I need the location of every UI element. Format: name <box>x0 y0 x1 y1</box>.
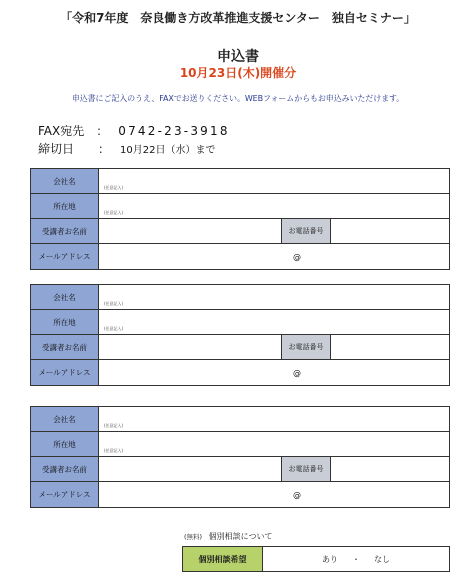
phone-label: お電話番号 <box>281 335 331 359</box>
email-row[interactable] <box>31 482 449 507</box>
attendee-row[interactable] <box>31 219 449 244</box>
company-note: (任意記入) <box>104 185 124 190</box>
event-date: 10月23日(木)開催分 <box>179 66 297 80</box>
company-label: 会社名 <box>31 169 99 193</box>
consultation-option-yes[interactable]: あり <box>322 554 338 564</box>
attendee-label: 受講者お名前 <box>31 457 99 481</box>
fax-label: FAX宛先 <box>38 124 85 138</box>
address-row[interactable] <box>31 432 449 457</box>
fax-number: 0742-23-3918 <box>118 124 230 138</box>
consultation-box <box>182 546 450 572</box>
email-label: メールアドレス <box>31 360 99 385</box>
at-sign: @ <box>293 490 301 499</box>
email-label: メールアドレス <box>31 244 99 269</box>
consultation-caption-text: 個別相談について <box>208 532 273 541</box>
phone-label: お電話番号 <box>281 457 331 481</box>
consultation-caption <box>184 531 272 542</box>
address-row[interactable] <box>31 310 449 335</box>
company-label: 会社名 <box>31 407 99 431</box>
deadline <box>38 140 215 157</box>
company-row[interactable] <box>31 285 449 310</box>
company-label: 会社名 <box>31 285 99 309</box>
attendee-label: 受講者お名前 <box>31 335 99 359</box>
seminar-title: 「令和7年度 奈良働き方改革推進支援センター 独自セミナー」 <box>60 11 416 25</box>
application-form-3 <box>30 406 450 508</box>
attendee-row[interactable] <box>31 457 449 482</box>
company-row[interactable] <box>31 407 449 432</box>
address-note: (任意記入) <box>104 326 124 331</box>
attendee-row[interactable] <box>31 335 449 360</box>
deadline-value: 10月22日（水）まで <box>120 145 216 156</box>
attendee-label: 受講者お名前 <box>31 219 99 243</box>
address-label: 所在地 <box>31 310 99 334</box>
deadline-colon: ： <box>98 142 111 156</box>
fax-colon: ： <box>96 124 109 138</box>
address-label: 所在地 <box>31 194 99 218</box>
fax-destination <box>38 122 230 139</box>
address-label: 所在地 <box>31 432 99 456</box>
consultation-separator: ・ <box>352 554 360 564</box>
phone-label: お電話番号 <box>281 219 331 243</box>
instruction-text: 申込書にご記入のうえ、FAXでお送りください。WEBフォームからもお申込みいただけます。 <box>71 94 405 103</box>
address-row[interactable] <box>31 194 449 219</box>
consultation-label: 個別相談希望 <box>183 547 263 571</box>
consultation-options <box>263 547 449 571</box>
consultation-option-no[interactable]: なし <box>374 554 390 564</box>
email-row[interactable] <box>31 360 449 385</box>
consultation-free-tag: (無料) <box>184 533 203 541</box>
address-note: (任意記入) <box>104 448 124 453</box>
company-note: (任意記入) <box>104 301 124 306</box>
email-row[interactable] <box>31 244 449 269</box>
email-label: メールアドレス <box>31 482 99 507</box>
at-sign: @ <box>293 252 301 261</box>
company-row[interactable] <box>31 169 449 194</box>
address-note: (任意記入) <box>104 210 124 215</box>
company-note: (任意記入) <box>104 423 124 428</box>
deadline-label: 締切日 <box>38 142 75 156</box>
form-title: 申込書 <box>217 49 259 65</box>
application-form-2 <box>30 284 450 386</box>
application-form-1 <box>30 168 450 270</box>
at-sign: @ <box>293 368 301 377</box>
